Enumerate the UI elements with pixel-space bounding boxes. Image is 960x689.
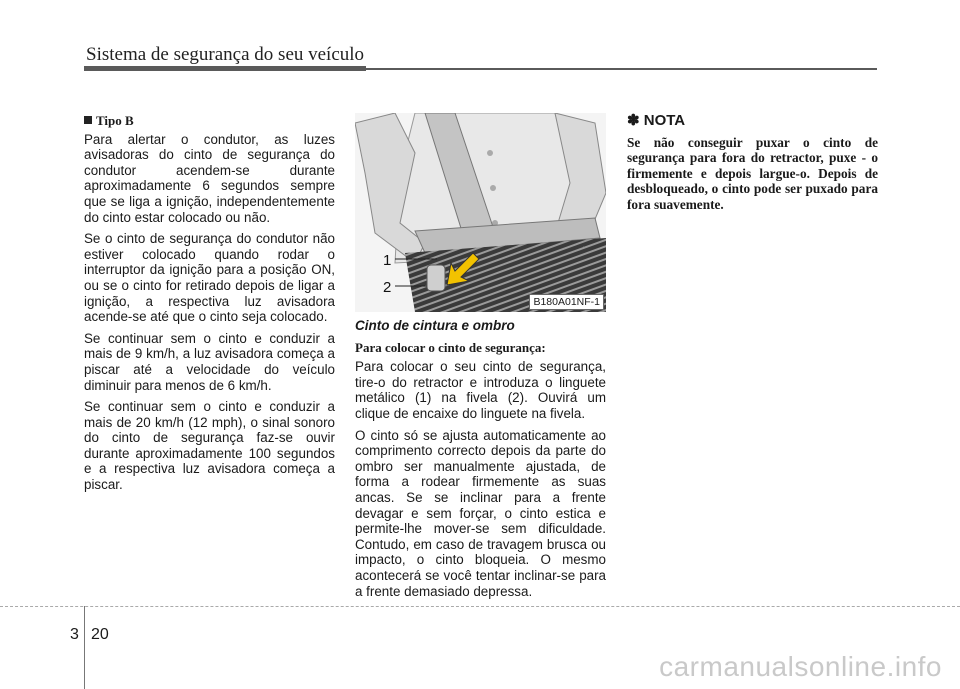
figure-code: B180A01NF-1 [529, 294, 604, 310]
page-number: 20 [91, 626, 109, 643]
note-title: NOTA [643, 112, 686, 129]
paragraph: Se o cinto de segurança do condutor não estiver colocado quando rodar o interruptor da ignição para a posição ON, ou se o cinto for retirado depois de ligar a ignição, a respectiva luz avisadora acende-se até que o cinto seja colocado. [84, 231, 335, 325]
callout-1-label: 1 [383, 252, 392, 269]
chapter-number: 3 [70, 626, 79, 643]
footer-divider [0, 606, 960, 607]
seatbelt-illustration [355, 113, 606, 312]
seatbelt-drawing [355, 113, 606, 312]
type-b-label: Tipo B [96, 113, 134, 128]
type-b-subhead [84, 113, 335, 129]
paragraph: Para colocar o seu cinto de segurança, tire-o do retractor e introduza o linguete metálico (1) na fivela (2). Ouvirá um clique de encaixe do linguete na fivela. [355, 359, 606, 421]
paragraph: Se continuar sem o cinto e conduzir a mais de 9 km/h, a luz avisadora começa a piscar até a velocidade do veículo diminuir para menos de 6 km/h. [84, 330, 335, 393]
paragraph: Para alertar o condutor, as luzes avisadoras do cinto de segurança do condutor acendem-se durante aproximadamente 6 segundos sempre que se liga a ignição, independentemente do cinto estar colocado ou não. [84, 131, 335, 225]
note-heading [627, 113, 878, 129]
page-header-title: Sistema de segurança do seu veículo [86, 44, 365, 65]
section-subhead: Para colocar o cinto de segurança: [355, 339, 546, 355]
note-star-icon: ✽ [627, 112, 640, 129]
header-rule-thick [84, 66, 366, 71]
callout-2-label: 2 [383, 279, 392, 296]
watermark: carmanualsonline.info [659, 651, 942, 682]
square-bullet-icon [84, 116, 92, 124]
middle-column [355, 318, 606, 605]
header-rule-thin [366, 68, 877, 70]
left-column [84, 113, 335, 499]
note-text: Se não conseguir puxar o cinto de segurança para fora do retractor, puxe - o firmemente e depois largue-o. Depois de desbloqueado, o cinto pode ser puxado para fora suavemente. [627, 134, 878, 212]
paragraph: Se continuar sem o cinto e conduzir a mais de 20 km/h (12 mph), o sinal sonoro do cinto de segurança faz-se ouvir durante aproximadamente 100 segundos e a respectiva luz avisadora começa a piscar. [84, 399, 335, 493]
section-title: Cinto de cintura e ombro [355, 318, 515, 333]
paragraph: O cinto só se ajusta automaticamente ao comprimento correcto depois da parte do ombro ser manualmente ajustada, de forma a rodear firmemente as suas ancas. Se se inclinar para a frente devagar e sem forçar, o cinto estica e permite-lhe mover-se sem dificuldade. Contudo, em caso de travagem brusca ou impacto, o cinto bloqueia. O mesmo acontecerá se você tentar inclinar-se para a frente demasiado depressa. [355, 427, 606, 599]
right-column [627, 113, 878, 219]
footer-vertical-rule [84, 606, 85, 689]
